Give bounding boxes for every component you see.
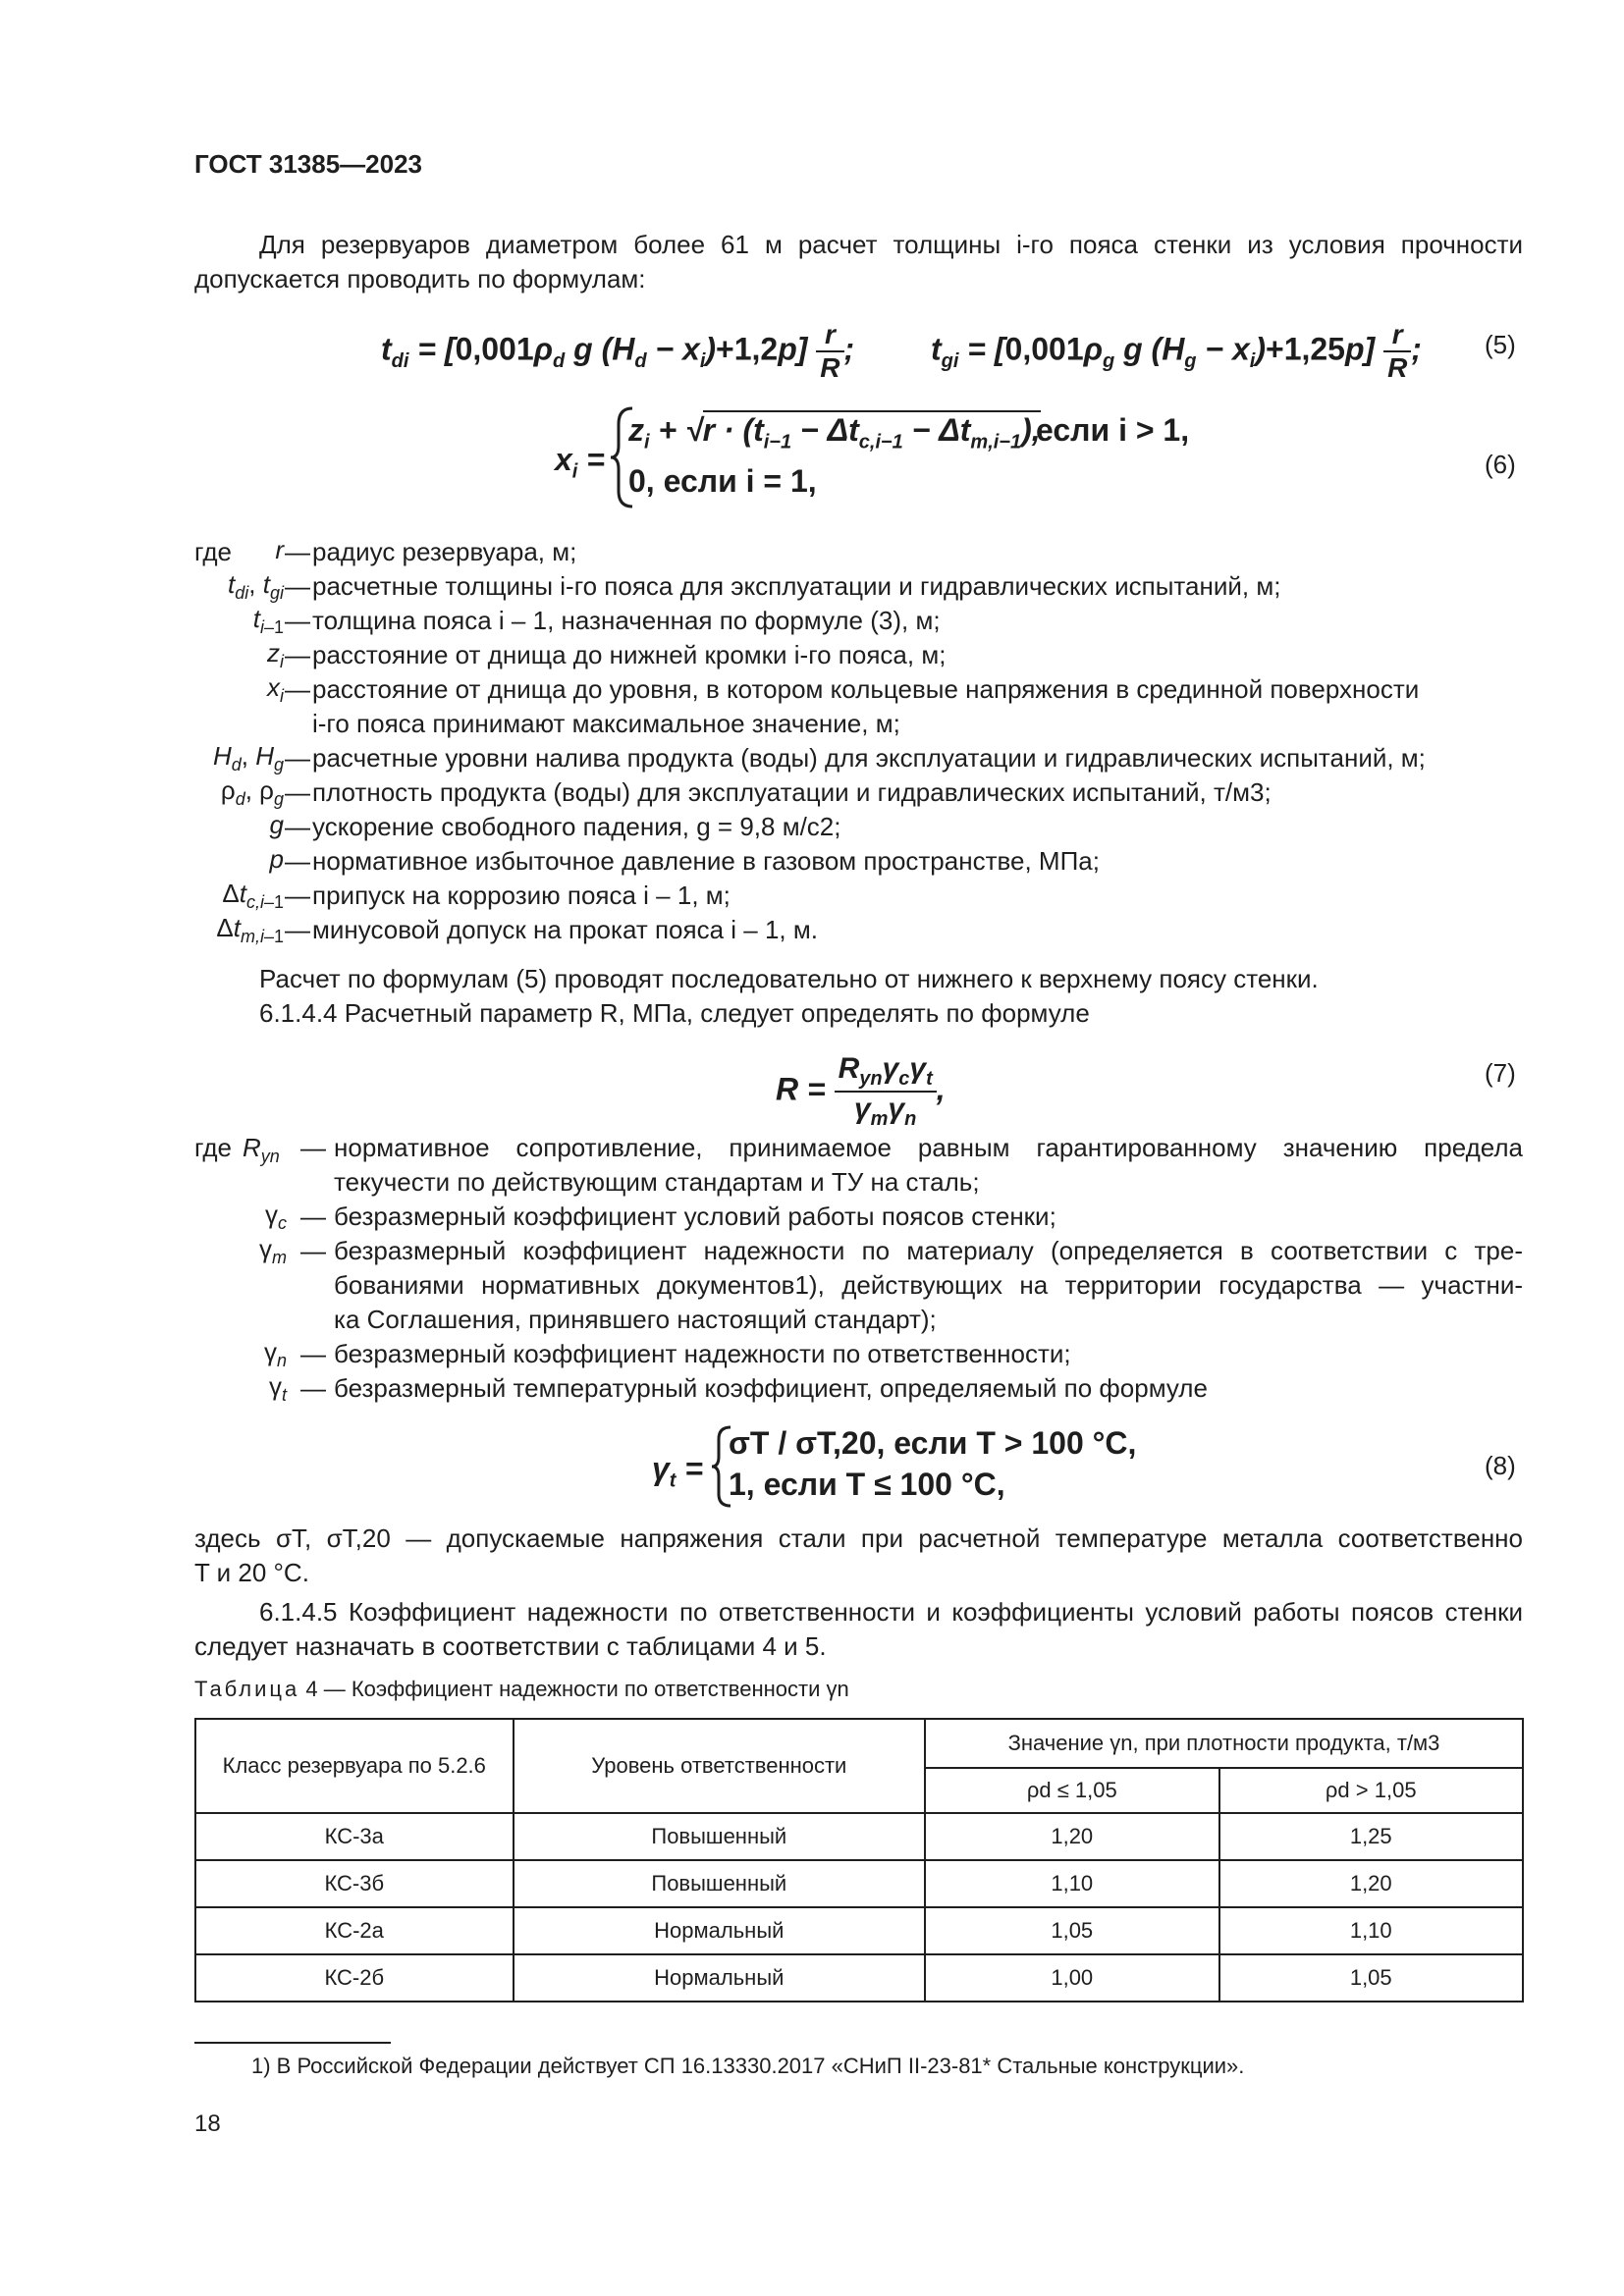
where-item: $x_i$ — расстояние от днища до уровня, в котором кольцевые напряжения в срединной поверхности — [267, 672, 1420, 707]
where-item: $\gamma_m$ — безразмерный коэффициент надежности по материалу (определяется в соответствии с тре- — [259, 1234, 1523, 1268]
where-item: где $R_{yn}$ — нормативное сопротивление, принимаемое равным гарантированному значению предела — [0, 1131, 1624, 1165]
table-row — [195, 1954, 1523, 2002]
formula-6-case1: $z_i + √r \cdot (t_{i-1} - \Delta t_{c,i-1} - \Delta t_{m,i-1})$, — [628, 412, 1041, 454]
header-value: Значение γn, при плотности продукта, т/м3 — [925, 1719, 1523, 1768]
where-item: $t_{i-1}$ — толщина пояса i – 1, назначенная по формуле (3), м; — [252, 604, 941, 638]
where-list — [0, 535, 1624, 947]
where-item: p — нормативное избыточное давление в газовом пространстве, МПа; — [0, 844, 1624, 879]
table-cell: Нормальный — [514, 1954, 925, 2002]
where-item: $\rho_d$, $\rho_g$ — плотность продукта (воды) для эксплуатации и гидравлических испытаний, т/м3; — [220, 775, 1272, 810]
formula-5-number: (5) — [1485, 330, 1516, 359]
where-text: безразмерный коэффициент условий работы поясов стенки; — [334, 1201, 1056, 1231]
calc-note: Расчет по формулам (5) проводят последовательно от нижнего к верхнему поясу стенки. — [259, 964, 1319, 993]
document-header: ГОСТ 31385—2023 — [194, 149, 422, 179]
symbol-gamma-c: $\gamma_c$ — [265, 1200, 287, 1234]
where-text: расчетные уровни налива продукта (воды) для эксплуатации и гидравлических испытаний, м; — [312, 743, 1426, 773]
formula-6-number: (6) — [1485, 450, 1516, 479]
where-item: $\gamma_n$ — безразмерный коэффициент надежности по ответственности; — [263, 1337, 1071, 1371]
symbol-dtc: $\Delta t_{c,i-1}$ — [222, 879, 284, 913]
where-item — [0, 1303, 1624, 1337]
symbol-p: p — [269, 844, 284, 874]
where-item: $\gamma_t$ — безразмерный температурный коэффициент, определяемый по формуле — [268, 1371, 1208, 1406]
header-sub-2: ρd > 1,05 — [1219, 1768, 1524, 1813]
table-caption-text: 4 — Коэффициент надежности по ответственности γn — [305, 1677, 849, 1701]
table-cell: КС-2а — [195, 1907, 514, 1954]
table-row — [195, 1907, 1523, 1954]
header-class: Класс резервуара по 5.2.6 — [195, 1719, 514, 1813]
table-cell: Повышенный — [514, 1813, 925, 1860]
table-caption-word: Таблица — [194, 1677, 300, 1701]
table-cell: 1,10 — [1219, 1907, 1524, 1954]
formula-6-condition: если i > 1, — [1036, 412, 1190, 448]
formula-6-lhs: $x_i$ = — [555, 442, 605, 483]
table-cell: 1,25 — [1219, 1813, 1524, 1860]
symbol-z: $z_i$ — [267, 638, 284, 672]
header-sub-1: ρd ≤ 1,05 — [925, 1768, 1218, 1813]
where-text: бованиями нормативных документов1), действующих на территории государства — участни- — [334, 1270, 1523, 1300]
where-text: плотность продукта (воды) для эксплуатации и гидравлических испытаний, т/м3; — [312, 777, 1272, 807]
symbol-h: $H_d$, $H_g$ — [212, 741, 284, 775]
table-cell: 1,05 — [1219, 1954, 1524, 2002]
where-lead-2: где — [194, 1133, 232, 1162]
formula-7-number: (7) — [1485, 1058, 1516, 1088]
table-row — [195, 1813, 1523, 1860]
where-text: расчетные толщины i-го пояса для эксплуатации и гидравлических испытаний, м; — [312, 571, 1281, 601]
table-cell: 1,05 — [925, 1907, 1218, 1954]
table-cell: КС-2б — [195, 1954, 514, 2002]
table-cell: 1,00 — [925, 1954, 1218, 2002]
header-level: Уровень ответственности — [514, 1719, 925, 1813]
where-item: $t_{di}$, $t_{gi}$ — расчетные толщины i-го пояса для эксплуатации и гидравлических испытаний, м; — [228, 569, 1281, 604]
where-item: $H_d$, $H_g$ — расчетные уровни налива продукта (воды) для эксплуатации и гидравлических испытаний, м; — [212, 741, 1426, 775]
symbol-g: g — [269, 810, 284, 839]
clause-6-1-4-5: 6.1.4.5 Коэффициент надежности по ответственности и коэффициенты условий работы поясов стенки следует назначать в соответствии с таблицами 4 и 5. — [194, 1597, 1523, 1661]
table-cell: 1,10 — [925, 1860, 1218, 1907]
formula-5: $t_{di} = [0,001\rho_d$ g $(H_d - x_i)+1,2p$] $\frac{r}{R}$ ; $t_{gi} = [0,001\rho_g$ g $(H_g - x_i)+1,25p$] $\frac{r}{R}$ ; — [381, 319, 1422, 383]
where-text: безразмерный коэффициент надежности по материалу (определяется в соответствии с тре- — [334, 1236, 1523, 1265]
clause-6-1-4-4: 6.1.4.4 Расчетный параметр R, МПа, следует определять по формуле — [259, 998, 1090, 1028]
formula-8-lhs: $\gamma_t$ = — [652, 1451, 704, 1492]
where-item: $\Delta t_{c,i-1}$ — припуск на коррозию пояса i – 1, м; — [222, 879, 731, 913]
formula-8-number: (8) — [1485, 1451, 1516, 1480]
table-cell: КС-3б — [195, 1860, 514, 1907]
table-row — [195, 1860, 1523, 1907]
footnote-rule — [194, 2042, 391, 2044]
table-cell: 1,20 — [925, 1813, 1218, 1860]
symbol-gamma-m: $\gamma_m$ — [259, 1234, 287, 1268]
where-item: $\gamma_c$ — безразмерный коэффициент условий работы поясов стенки; — [265, 1200, 1056, 1234]
formula-8-case1: σT / σT,20, если T > 100 °C, — [729, 1425, 1137, 1461]
symbol-x: $x_i$ — [267, 672, 284, 707]
table-cell: 1,20 — [1219, 1860, 1524, 1907]
table-caption — [194, 1677, 849, 1702]
where-item — [0, 1165, 1624, 1200]
symbol-gamma-n: $\gamma_n$ — [263, 1337, 287, 1371]
table-4 — [194, 1718, 1524, 2002]
where-text: минусовой допуск на прокат пояса i – 1, м. — [312, 915, 818, 944]
symbol-r: r — [275, 535, 284, 564]
where-lead: где — [194, 537, 232, 566]
symbol-t: $t_{di}$, $t_{gi}$ — [228, 569, 284, 604]
symbol-ryn: $R_{yn}$ — [243, 1133, 280, 1167]
where-text: текучести по действующим стандартам и ТУ на сталь; — [334, 1167, 980, 1197]
where-item: $\Delta t_{m,i-1}$ — минусовой допуск на прокат пояса i – 1, м. — [216, 913, 818, 947]
where-text: безразмерный коэффициент надежности по ответственности; — [334, 1339, 1071, 1368]
where-item — [0, 707, 1624, 741]
where-list-2 — [0, 1131, 1624, 1406]
here-line-2: T и 20 °C. — [194, 1558, 309, 1587]
where-text: припуск на коррозию пояса i – 1, м; — [312, 881, 731, 910]
where-text: безразмерный температурный коэффициент, определяемый по формуле — [334, 1373, 1208, 1403]
where-text: нормативное избыточное давление в газовом пространстве, МПа; — [312, 846, 1100, 876]
formula-8-case2: 1, если T ≤ 100 °C, — [729, 1467, 1005, 1502]
symbol-gamma-t: $\gamma_t$ — [268, 1371, 287, 1406]
where-text: радиус резервуара, м; — [312, 537, 577, 566]
table-cell: КС-3а — [195, 1813, 514, 1860]
symbol-rho: $\rho_d$, $\rho_g$ — [220, 775, 284, 810]
where-item — [0, 1268, 1624, 1303]
page-number: 18 — [194, 2110, 221, 2137]
where-text: расстояние от днища до уровня, в котором кольцевые напряжения в срединной поверхности — [312, 674, 1420, 704]
symbol-dtm: $\Delta t_{m,i-1}$ — [216, 913, 284, 947]
footnote: 1) В Российской Федерации действует СП 16.13330.2017 «СНиП II-23-81* Стальные конструкции». — [251, 2054, 1245, 2078]
where-text: ускорение свободного падения, g = 9,8 м/с2; — [312, 812, 841, 841]
intro-paragraph: Для резервуаров диаметром более 61 м расчет толщины i-го пояса стенки из условия прочности допускается проводить по формулам: — [194, 230, 1523, 294]
symbol-ti1: $t_{i-1}$ — [252, 604, 284, 638]
where-text: ка Соглашения, принявшего настоящий стандарт); — [334, 1305, 937, 1334]
table-cell: Нормальный — [514, 1907, 925, 1954]
formula-6-case2: 0, если i = 1, — [628, 463, 817, 499]
where-item: r — радиус резервуара, м; — [0, 535, 1624, 569]
where-text: толщина пояса i – 1, назначенная по формуле (3), м; — [312, 606, 941, 635]
where-item: g — ускорение свободного падения, g = 9,8 м/с2; — [0, 810, 1624, 844]
where-text: i-го пояса принимают максимальное значение, м; — [312, 709, 900, 738]
where-item: $z_i$ — расстояние от днища до нижней кромки i-го пояса, м; — [267, 638, 947, 672]
here-line-1: здесь σT, σT,20 — допускаемые напряжения стали при расчетной температуре металла соответственно — [194, 1523, 1523, 1553]
where-text: расстояние от днища до нижней кромки i-го пояса, м; — [312, 640, 947, 669]
formula-7: R = $\frac{R_{yn}\gamma_c\gamma_t}{\gamma_m\gamma_n}$ , — [776, 1052, 946, 1130]
where-text: нормативное сопротивление, принимаемое равным гарантированному значению предела — [334, 1133, 1523, 1162]
table-cell: Повышенный — [514, 1860, 925, 1907]
